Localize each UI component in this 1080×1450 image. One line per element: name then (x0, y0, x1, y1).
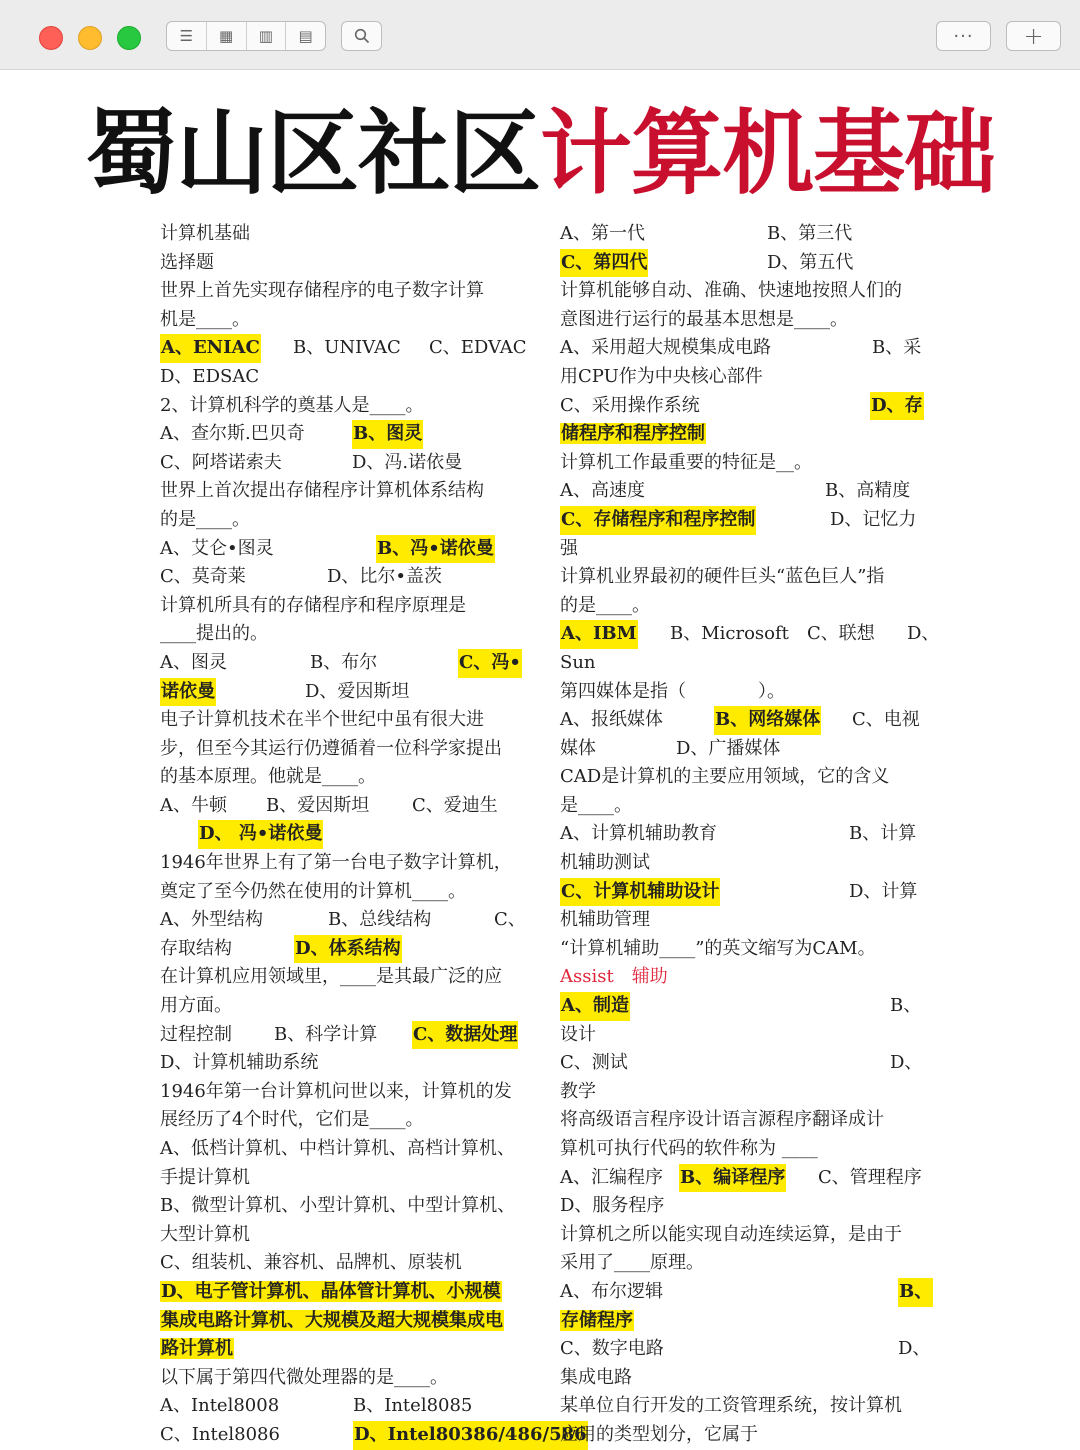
option: D、服务程序 (560, 1195, 665, 1217)
question-text: 计算机之所以能实现自动连续运算，是由于 (560, 1223, 902, 1245)
option: D、广播媒体 (676, 737, 781, 759)
text-line (560, 1135, 940, 1164)
option: C、数字电路 (560, 1338, 664, 1360)
highlighted-answer: 存储程序 (561, 1309, 633, 1331)
view-mode-segmented-control (166, 21, 326, 51)
minimize-window-button[interactable] (78, 26, 102, 50)
text-line (160, 363, 538, 392)
question-text: 采用了____原理。 (560, 1252, 704, 1274)
question-text: 计算机业界最初的硬件巨头“蓝色巨人”指 (560, 566, 885, 588)
options-line (160, 563, 538, 592)
text-line (560, 649, 940, 678)
options-line (560, 220, 940, 249)
text-line (560, 306, 940, 335)
text-line (160, 1078, 538, 1107)
highlighted-answer: B、编译程序 (679, 1164, 786, 1193)
question-text: 1946年第一台计算机问世以来，计算机的发 (160, 1080, 512, 1102)
highlighted-answer: C、计算机辅助设计 (560, 878, 720, 907)
text-line (560, 935, 940, 964)
more-options-button[interactable] (936, 21, 991, 51)
text-line (160, 992, 538, 1021)
question-text: 应用的类型划分，它属于 (560, 1423, 758, 1445)
text-line (560, 449, 940, 478)
option: 过程控制 (160, 1023, 232, 1045)
highlighted-answer: 诺依曼 (160, 678, 216, 707)
option: A、图灵 (160, 651, 227, 673)
question-text: 某单位自行开发的工资管理系统，按计算机 (560, 1395, 902, 1417)
option: 媒体 (560, 737, 596, 759)
text-line (560, 535, 940, 564)
question-text: 1946年世界上有了第一台电子数字计算机， (160, 852, 512, 874)
option: A、汇编程序 (560, 1166, 663, 1188)
question-text: 步，但至今其运行仍遵循着一位科学家提出 (160, 737, 502, 759)
option: D、冯.诺依曼 (352, 451, 463, 473)
option: C、EDVAC (429, 337, 527, 359)
text-line (160, 963, 538, 992)
option: C、组装机、兼容机、品牌机、原装机 (160, 1252, 462, 1274)
text-line (160, 735, 538, 764)
options-line (160, 649, 538, 678)
text-line (560, 792, 940, 821)
highlighted-answer: 储程序和程序控制 (561, 423, 705, 445)
option: A、计算机辅助教育 (560, 823, 717, 845)
text-line (160, 1221, 538, 1250)
option: B、Intel8085 (353, 1395, 473, 1417)
highlighted-answer: B、图灵 (352, 420, 423, 449)
options-line (560, 992, 940, 1021)
options-line (560, 334, 940, 363)
option: C、阿塔诺索夫 (160, 451, 282, 473)
question-text: 在计算机应用领域里，____是其最广泛的应 (160, 966, 502, 988)
option: D、记忆力 (830, 508, 917, 530)
add-button[interactable] (1006, 21, 1061, 51)
text-line (560, 763, 940, 792)
options-line (160, 1021, 538, 1050)
option: B、爱因斯坦 (266, 794, 370, 816)
option: D、计算 (849, 880, 918, 902)
text-line (160, 763, 538, 792)
text-line (560, 420, 940, 449)
text-line (160, 1135, 538, 1164)
options-line (560, 506, 940, 535)
question-text: 2、计算机科学的奠基人是____。 (160, 394, 424, 416)
map-icon[interactable]: ▥ (247, 22, 287, 50)
highlighted-answer: 路计算机 (161, 1338, 233, 1360)
options-line (160, 906, 538, 935)
option: D、 (907, 623, 940, 645)
options-line (560, 820, 940, 849)
text-line (560, 1307, 940, 1336)
text-line (560, 963, 940, 992)
option: B、布尔 (310, 651, 378, 673)
question-text: “计算机辅助____”的英文缩写为CAM。 (560, 937, 876, 959)
option: D、比尔•盖茨 (327, 566, 443, 588)
options-line (560, 392, 940, 421)
question-text: 的基本原理。他就是____。 (160, 766, 376, 788)
option: C、莫奇莱 (160, 566, 246, 588)
option: C、采用操作系统 (560, 394, 700, 416)
options-line (160, 1421, 587, 1450)
text-line (160, 620, 538, 649)
options-line (160, 420, 538, 449)
ellipsis-icon: ··· (953, 25, 974, 47)
option: B、计算 (849, 823, 917, 845)
options-line (560, 477, 940, 506)
option: A、外型结构 (160, 909, 263, 931)
options-line (560, 1049, 940, 1078)
highlighted-answer: D、体系结构 (294, 935, 402, 964)
options-line (560, 620, 940, 649)
option: C、联想 (807, 623, 875, 645)
question-text: 机是____。 (160, 308, 250, 330)
document-right-column (560, 220, 940, 1450)
question-text: 以下属于第四代微处理器的是____。 (160, 1366, 448, 1388)
option: B、总线结构 (328, 909, 432, 931)
text-line (560, 906, 940, 935)
highlighted-answer: D、存 (870, 392, 924, 421)
option: D、 (890, 1052, 923, 1074)
text-line (560, 1364, 940, 1393)
option: A、布尔逻辑 (560, 1280, 663, 1302)
highlighted-answer: 集成电路计算机、大规模及超大规模集成电 (161, 1309, 503, 1331)
question-text: 将高级语言程序设计语言源程序翻译成计 (560, 1109, 884, 1131)
subsection-heading: 选择题 (160, 251, 214, 273)
plus-icon: + (1023, 22, 1044, 50)
text-line (560, 563, 940, 592)
option: D、EDSAC (160, 365, 260, 387)
text-line (160, 249, 538, 278)
option: C、爱迪生 (412, 794, 498, 816)
close-window-button[interactable] (39, 26, 63, 50)
option: Sun (560, 651, 596, 673)
question-text: 世界上首次提出存储程序计算机体系结构 (160, 480, 484, 502)
option: C、测试 (560, 1052, 628, 1074)
option: A、牛顿 (160, 794, 227, 816)
question-text: 第四媒体是指（ ）。 (560, 680, 785, 702)
window-titlebar (0, 0, 1080, 70)
option: A、高速度 (560, 480, 645, 502)
text-line (160, 220, 538, 249)
option: 机辅助管理 (560, 909, 650, 931)
title-black-part: 蜀山区社区 (84, 100, 540, 207)
highlighted-answer: B、 (898, 1278, 933, 1307)
option: B、高精度 (825, 480, 911, 502)
text-line (160, 1335, 538, 1364)
option: B、微型计算机、小型计算机、中型计算机、 (160, 1195, 516, 1217)
question-text: 计算机能够自动、准确、快速地按照人们的 (560, 280, 902, 302)
question-text: 的是____。 (160, 508, 250, 530)
text-line (560, 678, 940, 707)
page-title (0, 100, 1080, 208)
text-line (160, 1192, 538, 1221)
highlighted-answer: B、网络媒体 (714, 706, 821, 735)
option: C、管理程序 (818, 1166, 922, 1188)
text-line (160, 849, 538, 878)
option: D、爱因斯坦 (305, 680, 410, 702)
text-line (160, 1049, 538, 1078)
highlighted-answer: A、制造 (560, 992, 630, 1021)
option: B、科学计算 (274, 1023, 378, 1045)
text-line (160, 477, 538, 506)
text-line (560, 1021, 940, 1050)
text-line (560, 363, 940, 392)
question-text: 的是____。 (560, 594, 650, 616)
zoom-window-button[interactable] (117, 26, 141, 50)
list-icon[interactable]: ☰ (167, 22, 207, 50)
option: D、计算机辅助系统 (160, 1052, 319, 1074)
question-text: 意图进行运行的最基本思想是____。 (560, 308, 848, 330)
highlighted-answer: C、冯• (458, 649, 522, 678)
question-text: ____提出的。 (160, 623, 268, 645)
text-line (160, 592, 538, 621)
options-line (160, 535, 538, 564)
text-line (560, 1106, 940, 1135)
text-line (160, 1278, 538, 1307)
question-text: CAD是计算机的主要应用领域，它的含义 (560, 766, 890, 788)
text-line (560, 592, 940, 621)
question-text: 电子计算机技术在半个世纪中虽有很大进 (160, 709, 484, 731)
text-line (160, 1164, 538, 1193)
option: A、低档计算机、中档计算机、高档计算机、 (160, 1138, 515, 1159)
option: C、电视 (852, 709, 920, 731)
text-line (160, 277, 538, 306)
search-button[interactable] (341, 21, 382, 51)
options-line (160, 334, 538, 363)
handwritten-note: Assist 辅助 (560, 966, 668, 988)
option: 集成电路 (560, 1366, 632, 1388)
option: 强 (560, 537, 578, 559)
text-line (160, 306, 538, 335)
options-line (560, 878, 940, 907)
title-red-part: 计算机基础 (540, 100, 996, 207)
text-line (160, 1307, 538, 1336)
option: B、第三代 (767, 223, 853, 244)
grid-icon[interactable]: ▦ (207, 22, 247, 50)
options-line (160, 820, 538, 849)
text-line (560, 1078, 940, 1107)
options-line (160, 449, 538, 478)
option: A、报纸媒体 (560, 709, 663, 731)
search-icon (354, 28, 370, 44)
text-line (560, 1192, 940, 1221)
question-text: 是____。 (560, 794, 632, 816)
text-line (560, 1392, 940, 1421)
highlighted-answer: B、冯•诺依曼 (376, 535, 495, 564)
text-line (160, 1249, 538, 1278)
text-line (160, 878, 538, 907)
option: 教学 (560, 1080, 596, 1102)
highlighted-answer: A、IBM (560, 620, 638, 649)
text-line (160, 706, 538, 735)
question-text: 计算机所具有的存储程序和程序原理是 (160, 594, 466, 616)
text-line (560, 1249, 940, 1278)
options-line (560, 706, 940, 735)
text-line (160, 1106, 538, 1135)
option: 手提计算机 (160, 1166, 250, 1188)
option: 机辅助测试 (560, 852, 650, 874)
option: C、Intel8086 (160, 1423, 280, 1445)
option: B、采 (872, 337, 922, 359)
question-text: 用方面。 (160, 995, 232, 1017)
options-line (160, 678, 538, 707)
option: 大型计算机 (160, 1223, 250, 1245)
options-line (560, 1278, 940, 1307)
option: 设计 (560, 1023, 596, 1045)
section-heading: 计算机基础 (160, 223, 250, 244)
options-line (560, 735, 940, 764)
calendar-icon[interactable]: ▤ (298, 27, 313, 45)
option: 用CPU作为中央核心部件 (560, 365, 763, 387)
option: C、 (494, 909, 526, 931)
option: B、UNIVAC (293, 337, 401, 359)
highlighted-answer: C、数据处理 (412, 1021, 518, 1050)
highlighted-answer: C、第四代 (560, 249, 648, 278)
options-line (560, 1164, 940, 1193)
question-text: 奠定了至今仍然在使用的计算机____。 (160, 880, 466, 902)
text-line (160, 392, 538, 421)
highlighted-answer: D、电子管计算机、晶体管计算机、小规模 (161, 1280, 501, 1302)
option: 存取结构 (160, 937, 232, 959)
options-line (160, 935, 538, 964)
text-line (160, 1364, 538, 1393)
option: D、第五代 (767, 251, 854, 273)
question-text: 展经历了4个时代，它们是____。 (160, 1109, 424, 1131)
highlighted-answer: D、 冯•诺依曼 (198, 820, 323, 849)
text-line (560, 1221, 940, 1250)
text-line (560, 277, 940, 306)
option: A、艾仑•图灵 (160, 537, 274, 559)
option: D、 (898, 1338, 931, 1360)
options-line (560, 1335, 940, 1364)
option: A、查尔斯.巴贝奇 (160, 423, 305, 445)
highlighted-answer: A、ENIAC (160, 334, 261, 363)
option: A、第一代 (560, 223, 645, 244)
option: A、采用超大规模集成电路 (560, 337, 771, 359)
option: B、Microsoft (670, 623, 789, 645)
text-line (160, 506, 538, 535)
options-line (560, 249, 940, 278)
options-line (160, 1392, 538, 1421)
option: B、 (890, 995, 922, 1017)
question-text: 算机可执行代码的软件称为 ____ (560, 1138, 818, 1159)
highlighted-answer: D、Intel80386/486/586 (353, 1421, 588, 1450)
highlighted-answer: C、存储程序和程序控制 (560, 506, 756, 535)
options-line (160, 792, 538, 821)
question-text: 计算机工作最重要的特征是__。 (560, 451, 812, 473)
question-text: 世界上首先实现存储程序的电子数字计算 (160, 280, 484, 302)
option: A、Intel8008 (160, 1395, 280, 1417)
text-line (560, 849, 940, 878)
text-line (560, 1421, 940, 1450)
